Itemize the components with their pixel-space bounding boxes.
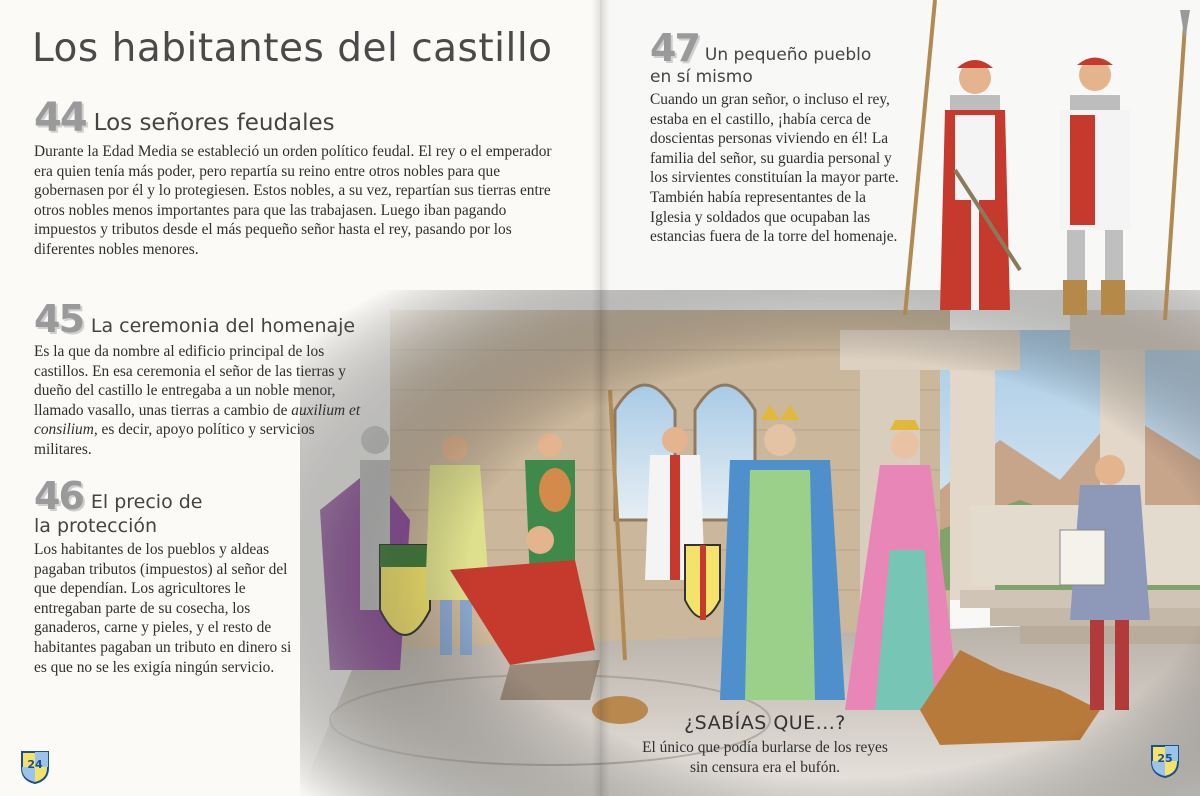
section-text	[34, 342, 374, 460]
page-number-left	[20, 750, 50, 784]
latin-phrase: auxilium et consilium,	[34, 401, 361, 439]
section-46	[34, 474, 304, 677]
section-title: Los señores feudales	[93, 110, 335, 136]
section-text: Cuando un gran señor, o incluso el rey, estaba en el castillo, ¡había cerca de doscientas personas viviendo en él! La familia del señor, su guardia personal y los sirvientes constituían la mayor parte. También había representantes de la Iglesia y soldados que ocupaban las estancias fuera de la torre del homenaje.	[650, 91, 899, 246]
section-title: El precio de	[90, 491, 203, 513]
section-number: 46	[34, 474, 83, 518]
section-45	[34, 298, 374, 460]
did-you-know-title: ¿SABÍAS QUE...?	[684, 712, 846, 734]
page-number-right	[1150, 744, 1180, 778]
did-you-know-box	[640, 712, 890, 777]
book-gutter	[592, 0, 610, 796]
section-text: Los habitantes de los pueblos y aldeas pagaban tributos (impuestos) al señor del que dependían. Los agricultores le entregaban parte de su cosecha, los ganaderos, carne y pieles, y el resto de habitantes pagaban un tributo en dinero si es que no se les exigía ningún servicio.	[34, 541, 292, 676]
section-title-continued: en sí mismo	[650, 67, 753, 87]
page-number-text: 25	[1157, 752, 1173, 765]
did-you-know-text: El único que podía burlarse de los reyes sin censura era el bufón.	[642, 739, 888, 776]
section-title-continued: la protección	[34, 515, 158, 537]
section-text: Durante la Edad Media se estableció un orden político feudal. El rey o el emperador era quien tenía más poder, pero repartía su reino entre otros nobles para que gobernasen por él y lo protegiesen. Estos nobles, a su vez, repartían sus tierras entre otros nobles menos importantes para que las trabajasen. Luego iban pagando impuestos y tributos desde el más pequeño señor hasta el rey, pasando por los diferentes nobles menores.	[34, 143, 552, 258]
page-number-text: 24	[27, 758, 43, 771]
section-47	[650, 26, 910, 247]
section-44	[34, 96, 554, 260]
section-number: 44	[34, 95, 86, 141]
section-number: 47	[650, 26, 699, 70]
section-title: Un pequeño pueblo	[704, 45, 872, 65]
section-text-part: es decir, apoyo político y servicios militares.	[34, 421, 315, 458]
page-title: Los habitantes del castillo	[32, 26, 553, 71]
section-text-part: Es la que da nombre al edificio principal de los castillos. En esa ceremonia el señor de las tierras y dueño del castillo le entregaba a un noble menor, llamado vasallo, unas tierras a cambio de	[34, 343, 346, 419]
soldiers-illustration	[895, 0, 1200, 330]
section-number: 45	[34, 297, 83, 341]
section-title: La ceremonia del homenaje	[90, 315, 356, 337]
